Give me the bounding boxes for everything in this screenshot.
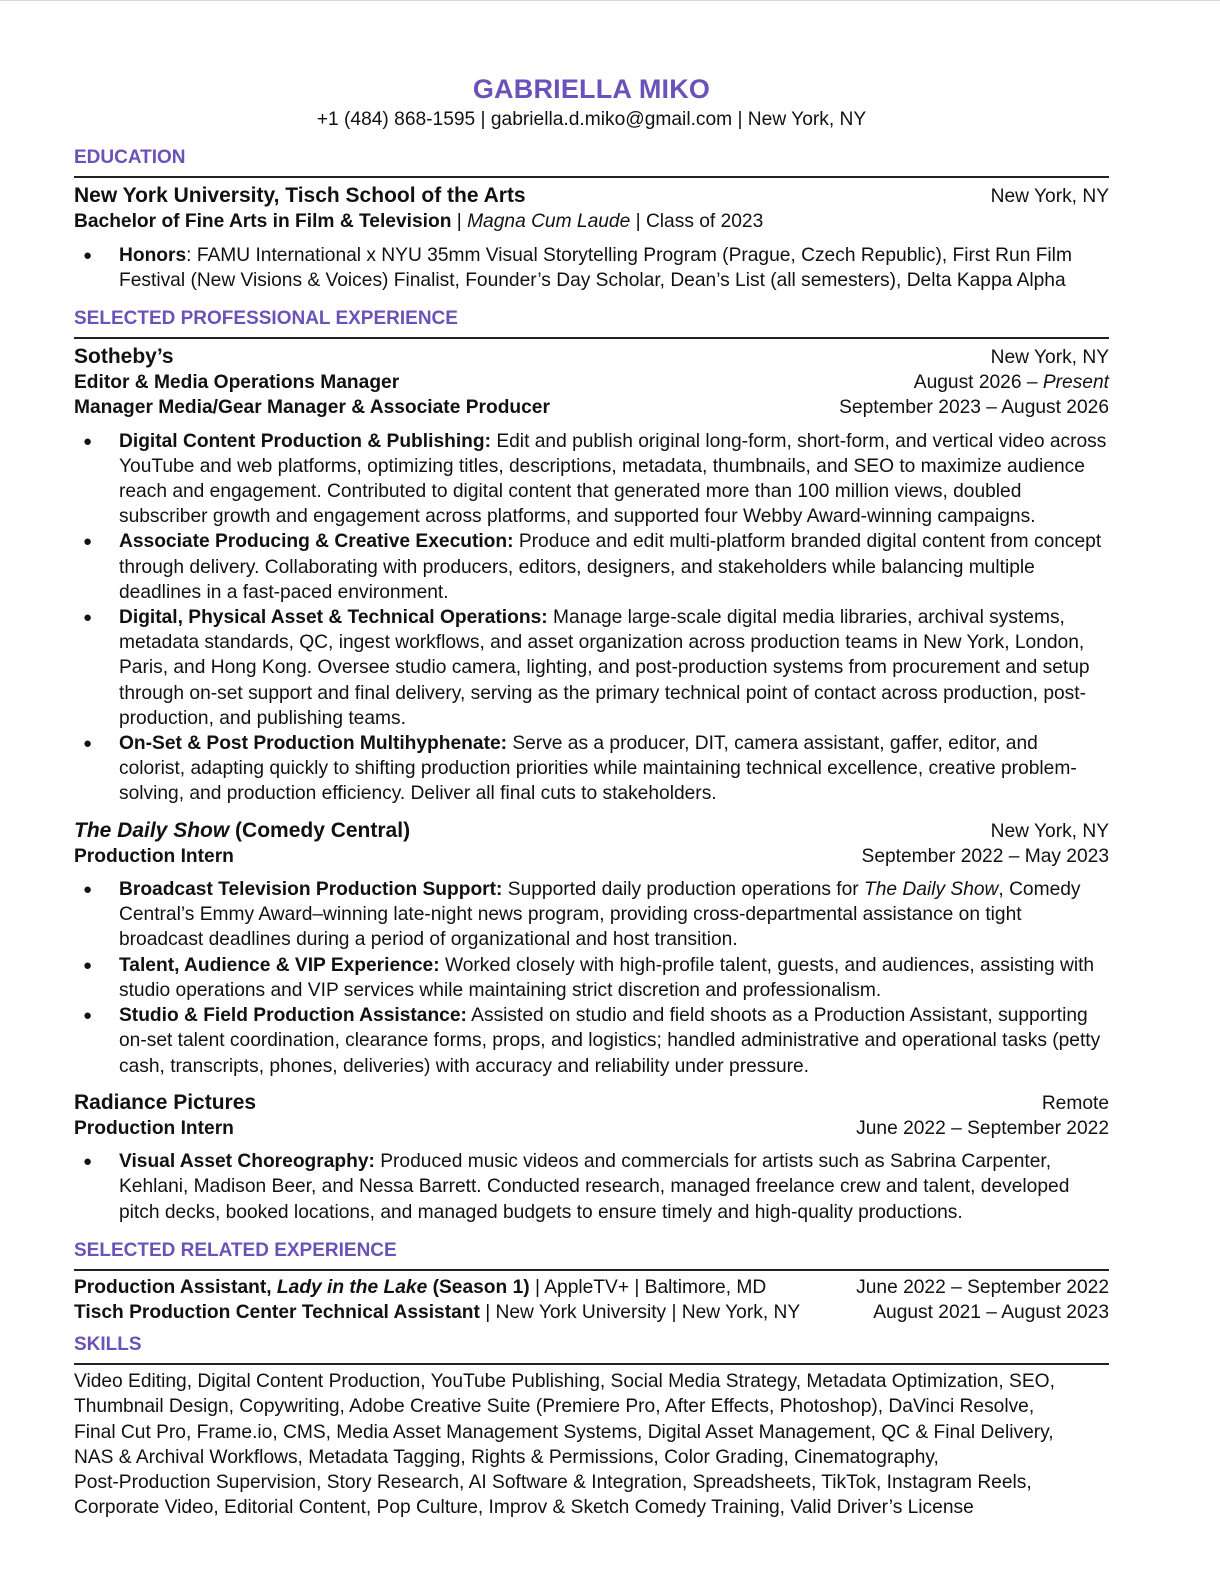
related-experience-section (74, 1239, 1109, 1325)
section-divider (74, 1269, 1109, 1271)
section-heading-education: EDUCATION (74, 147, 186, 169)
skills-section (74, 1333, 1109, 1520)
bullet-icon: ● (83, 1007, 93, 1025)
professional-experience-section (74, 307, 1109, 1225)
school-name: New York University, Tisch School of the Arts (74, 184, 526, 208)
list-item (74, 953, 1109, 1003)
list-item (74, 429, 1109, 530)
related-details: | AppleTV+ | Baltimore, MD (529, 1276, 767, 1298)
date-range: August 2026 – (913, 372, 1043, 394)
job-title: Production Intern (74, 1117, 234, 1139)
degree-name: Bachelor of Fine Arts in Film & Television (74, 211, 452, 233)
related-dates: June 2022 – September 2022 (856, 1276, 1109, 1298)
candidate-name: GABRIELLA MIKO (472, 74, 711, 104)
page-top-edge (0, 0, 1220, 1)
section-divider (74, 337, 1109, 339)
list-item (74, 877, 1109, 953)
job-bullets (74, 429, 1109, 807)
job-role-row (74, 395, 1109, 420)
bullet-icon: ● (83, 246, 93, 264)
job-location: New York, NY (990, 820, 1109, 842)
job-daily-show (74, 817, 1109, 1079)
role-title: Production Assistant, (74, 1276, 277, 1298)
bullet-label: Visual Asset Choreography: (119, 1151, 375, 1173)
section-heading-skills: SKILLS (74, 1334, 142, 1356)
job-header-row (74, 343, 1109, 370)
bullet-label: On-Set & Post Production Multihyphenate: (119, 733, 508, 755)
bullet-text: Worked closely with high-profile talent, guests, and audiences, assisting with studio operations and VIP services while maintaining strict discretion and professionalism. (119, 954, 1095, 1001)
bullet-label: Honors (119, 244, 187, 266)
show-title: The Daily Show (864, 879, 999, 901)
bullet-label: Digital, Physical Asset & Technical Operations: (119, 607, 548, 629)
related-role (74, 1300, 800, 1325)
skills-line: NAS & Archival Workflows, Metadata Tagging, Rights & Permissions, Color Grading, Cinematography, (74, 1446, 939, 1468)
separator: | (630, 211, 646, 233)
bullet-label: Talent, Audience & VIP Experience: (119, 954, 440, 976)
skills-text (74, 1369, 1109, 1520)
bullet-text: Manage large-scale digital media libraries, archival systems, metadata standards, QC, ingest workflows, and asset organization across production teams in New York, London, Paris, and Hong Kong. Oversee studio camera, lighting, and post-production systems from procurement and setup through on-set support and final delivery, serving as the primary technical point of contact across production, post-production, and publishing teams. (119, 607, 1090, 729)
bullet-text: : FAMU International x NYU 35mm Visual Storytelling Program (Prague, Czech Republic), First Run Film Festival (New Visions & Voices) Finalist, Founder’s Day Scholar, Dean’s List (all semesters), Delta Kappa Alpha (119, 244, 1072, 291)
job-dates (914, 370, 1109, 395)
education-section (74, 146, 1109, 293)
job-header-row (74, 1089, 1109, 1116)
role-title: Tisch Production Center Technical Assistant (74, 1301, 480, 1323)
latin-honor: Magna Cum Laude (467, 211, 631, 233)
bullet-text: Produce and edit multi-platform branded digital content from concept through delivery. Collaborating with producers, editors, designers, and stakeholders while balancing multiple deadlines in a fast-paced environment. (119, 531, 1102, 603)
job-location: Remote (1041, 1092, 1109, 1114)
employer-name: Radiance Pictures (74, 1090, 257, 1114)
job-bullets (74, 1149, 1109, 1225)
bullet-icon: ● (83, 956, 93, 974)
bullet-label: Studio & Field Production Assistance: (119, 1005, 467, 1027)
job-title: Manager Media/Gear Manager & Associate Producer (74, 397, 550, 419)
related-item (74, 1275, 1109, 1300)
section-divider (74, 176, 1109, 178)
list-item (74, 1149, 1109, 1225)
bullet-icon: ● (83, 609, 93, 627)
job-header-row (74, 817, 1109, 844)
job-bullets (74, 877, 1109, 1079)
separator: | (451, 211, 468, 233)
bullet-label: Broadcast Television Production Support: (119, 879, 503, 901)
bullet-icon: ● (83, 432, 93, 450)
job-location: New York, NY (990, 347, 1109, 369)
skills-line: Post-Production Supervision, Story Research, AI Software & Integration, Spreadsheets, TikTok, Instagram Reels, (74, 1471, 1032, 1493)
list-item (74, 529, 1109, 605)
bullet-text: , Comedy Central’s Emmy Award–winning late-night news program, providing cross-departmental assistance on tight broadcast deadlines during a period of organizational and host transition. (119, 879, 1081, 951)
list-item (74, 1003, 1109, 1079)
job-role-row (74, 370, 1109, 395)
bullet-label: Digital Content Production & Publishing: (119, 430, 491, 452)
skills-line: Final Cut Pro, Frame.io, CMS, Media Asset Management Systems, Digital Asset Management, QC & Final Delivery, (74, 1421, 1054, 1443)
bullet-icon: ● (83, 881, 93, 899)
bullet-text: Assisted on studio and field shoots as a Production Assistant, supporting on-set talent coordination, clearance forms, props, and logistics; handled administrative and operational tasks (petty cash, transcripts, phones, deliveries) with accuracy and reliability under pressure. (119, 1005, 1101, 1077)
present-label: Present (1042, 372, 1109, 394)
bullet-text: Serve as a producer, DIT, camera assistant, gaffer, editor, and colorist, adapting quickly to shifting production priorities while maintaining technical excellence, creative problem-solving, and production efficiency. Deliver all final cuts to stakeholders. (119, 733, 1077, 805)
job-title: Editor & Media Operations Manager (74, 372, 400, 394)
bullet-icon: ● (83, 1153, 93, 1171)
job-dates: September 2023 – August 2026 (839, 397, 1109, 419)
list-item (74, 605, 1109, 731)
job-title: Production Intern (74, 845, 234, 867)
section-heading-professional: SELECTED PROFESSIONAL EXPERIENCE (74, 308, 458, 330)
degree-line (74, 209, 1109, 234)
contact-line: +1 (484) 868-1595 | gabriella.d.miko@gmail.com | New York, NY (316, 109, 867, 130)
job-sothebys (74, 343, 1109, 807)
season-label: (Season 1) (427, 1276, 530, 1298)
bullet-text: Supported daily production operations for (502, 879, 865, 901)
education-bullets (74, 243, 1109, 293)
job-radiance-pictures (74, 1089, 1109, 1225)
related-role (74, 1275, 766, 1300)
skills-line: Corporate Video, Editorial Content, Pop Culture, Improv & Sketch Comedy Training, Valid Driver’s License (74, 1497, 974, 1519)
list-item (74, 243, 1109, 293)
job-role-row (74, 1116, 1109, 1141)
class-year: Class of 2023 (645, 211, 764, 233)
related-dates: August 2021 – August 2023 (873, 1301, 1109, 1323)
section-divider (74, 1363, 1109, 1365)
employer-name: Sotheby’s (74, 345, 174, 369)
show-title: The Daily Show (74, 818, 230, 842)
job-dates: September 2022 – May 2023 (861, 845, 1109, 867)
job-dates: June 2022 – September 2022 (856, 1117, 1109, 1139)
job-role-row (74, 844, 1109, 869)
network-name: (Comedy Central) (229, 818, 411, 842)
related-item (74, 1300, 1109, 1325)
show-title: Lady in the Lake (276, 1276, 428, 1298)
bullet-label: Associate Producing & Creative Execution: (119, 531, 514, 553)
related-details: | New York University | New York, NY (479, 1301, 801, 1323)
skills-line: Thumbnail Design, Copywriting, Adobe Creative Suite (Premiere Pro, After Effects, Photoshop), DaVinci Resolve, (74, 1396, 1035, 1418)
skills-line: Video Editing, Digital Content Production, YouTube Publishing, Social Media Strategy, Metadata Optimization, SEO, (74, 1371, 1055, 1393)
education-school-row (74, 182, 1109, 209)
employer-name (74, 817, 410, 844)
bullet-icon: ● (83, 533, 93, 551)
bullet-text: Produced music videos and commercials for artists such as Sabrina Carpenter, Kehlani, Madison Beer, and Nessa Barrett. Conducted research, managed freelance crew and talent, developed pitch decks, booked locations, and managed budgets to ensure timely and high-quality productions. (119, 1151, 1070, 1223)
bullet-icon: ● (83, 735, 93, 753)
school-location: New York, NY (990, 186, 1109, 208)
section-heading-related: SELECTED RELATED EXPERIENCE (74, 1239, 397, 1261)
bullet-text: Edit and publish original long-form, short-form, and vertical video across YouTube and web platforms, optimizing titles, descriptions, metadata, thumbnails, and SEO to maximize audience reach and engagement. Contributed to digital content that generated more than 100 million views, doubled subscriber growth and engagement across platforms, and supported four Webby Award-winning campaigns. (119, 430, 1107, 528)
list-item (74, 731, 1109, 807)
